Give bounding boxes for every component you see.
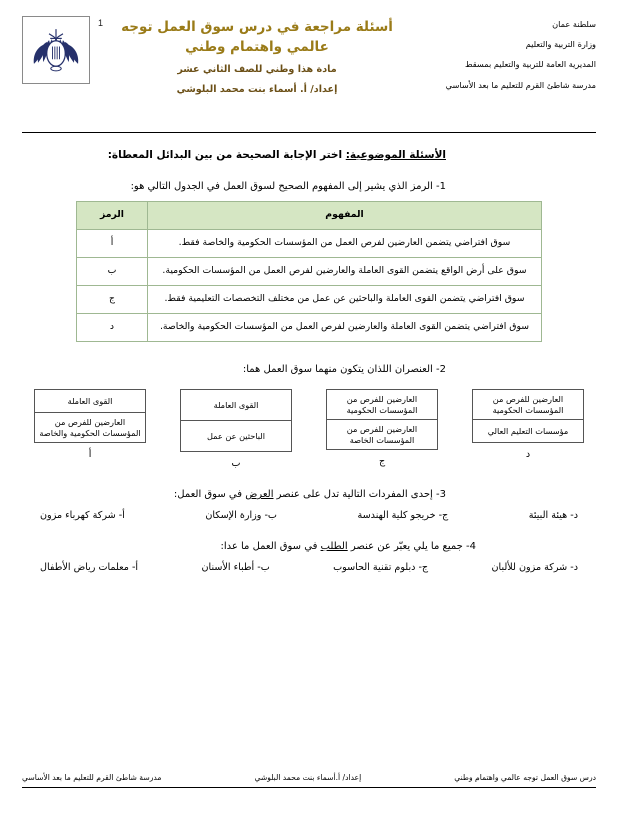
footer-left-text: مدرسة شاطئ القرم للتعليم ما بعد الأساسي bbox=[22, 773, 162, 782]
question-2-options bbox=[26, 389, 592, 469]
question-1-body: الرمز الذي يشير إلى المفهوم الصحيح لسوق العمل في الجدول التالي هو: bbox=[130, 181, 433, 192]
option-d bbox=[464, 389, 592, 469]
question-4-number: 4- bbox=[466, 541, 476, 552]
question-2-text bbox=[22, 364, 596, 375]
question-1-text bbox=[22, 181, 596, 192]
school-line-school: مدرسة شاطئ القرم للتعليم ما بعد الأساسي bbox=[445, 79, 596, 90]
answer-3-b: ب- وزارة الإسكان bbox=[205, 510, 277, 521]
question-3-text bbox=[22, 489, 596, 500]
page-number: 1 bbox=[98, 18, 104, 28]
question-3-body-before: إحدى المفردات التالية تدل على عنصر bbox=[273, 489, 433, 500]
logo-area bbox=[22, 14, 114, 84]
cell-code: ب bbox=[77, 258, 148, 286]
question-3-answers bbox=[40, 510, 578, 521]
cell-concept: سوق افتراضي يتضمن العارضين لفرص العمل من المؤسسات الحكومية والخاصة فقط. bbox=[148, 230, 542, 258]
concept-table bbox=[76, 201, 542, 342]
subject-line: مادة هذا وطني للصف الثاني عشر bbox=[177, 64, 337, 76]
option-b-cell-2: الباحثين عن عمل bbox=[181, 420, 291, 451]
option-b bbox=[172, 389, 300, 469]
table-row bbox=[77, 314, 542, 342]
option-c-box bbox=[326, 389, 438, 450]
ministry-logo-box bbox=[22, 16, 90, 84]
question-4-body-after: في سوق العمل ما عدا: bbox=[220, 541, 318, 552]
answer-4-b: ب- أطباء الأسنان bbox=[201, 562, 270, 573]
concept-table-body bbox=[77, 230, 542, 342]
footer-right-text: درس سوق العمل توجه عالمي واهتمام وطني bbox=[454, 773, 596, 782]
option-c bbox=[318, 389, 446, 469]
document-footer bbox=[22, 773, 596, 788]
section-instruction: اختر الإجابة الصحيحة من بين البدائل المعطاة: bbox=[107, 149, 343, 161]
author-line: إعداد/ أ. أسماء بنت محمد البلوشي bbox=[176, 83, 338, 95]
school-line-ministry: وزارة التربية والتعليم bbox=[525, 39, 596, 50]
answer-3-c: ج- خريجو كلية الهندسة bbox=[357, 510, 449, 521]
answer-4-d: د- شركة مزون للألبان bbox=[491, 562, 578, 573]
cell-concept: سوق على أرض الواقع يتضمن القوى العاملة والعارضين لفرص العمل من المؤسسات الحكومية. bbox=[148, 258, 542, 286]
school-line-country: سلطنة عمان bbox=[552, 19, 596, 29]
section-heading bbox=[22, 149, 596, 161]
cell-code: ج bbox=[77, 286, 148, 314]
option-d-cell-1: العارضين للفرص من المؤسسات الحكومية bbox=[492, 394, 564, 415]
cell-concept: سوق افتراضي يتضمن القوى العاملة والباحثين عن عمل من مختلف التخصصات التعليمية فقط. bbox=[148, 286, 542, 314]
page-title-line-2: عالمي واهتمام وطني bbox=[185, 38, 329, 55]
footer-center-text: إعداد/ أ.أسماء بنت محمد البلوشي bbox=[254, 773, 362, 782]
document-page bbox=[0, 14, 618, 814]
school-identity-block bbox=[400, 14, 596, 101]
oman-emblem-icon bbox=[27, 21, 85, 79]
option-a bbox=[26, 389, 154, 469]
question-4-keyword: الطلب bbox=[320, 541, 348, 552]
column-header-code: الرمز bbox=[77, 202, 148, 230]
concept-table-head bbox=[77, 202, 542, 230]
question-3-body-after: في سوق العمل: bbox=[173, 489, 243, 500]
option-d-box bbox=[472, 389, 584, 443]
question-4-body-before: جميع ما يلي يعبّر عن عنصر bbox=[347, 541, 463, 552]
option-d-cell-2: مؤسسات التعليم العالي bbox=[473, 419, 583, 442]
option-a-cell-2: العارضين للفرص من المؤسسات الحكومية والخاصة bbox=[35, 412, 145, 442]
question-3-keyword: العرض bbox=[245, 489, 274, 500]
option-c-label: ج bbox=[378, 456, 386, 467]
option-c-cell-2: العارضين للفرص من المؤسسات الخاصة bbox=[327, 419, 437, 449]
document-title-block bbox=[114, 14, 400, 95]
question-2-body: العنصران اللذان يتكون منهما سوق العمل هما: bbox=[242, 364, 433, 375]
table-row bbox=[77, 258, 542, 286]
column-header-concept: المفهوم bbox=[148, 202, 542, 230]
option-a-label: أ bbox=[88, 449, 92, 460]
answer-3-d: د- هيئة البيئة bbox=[528, 510, 578, 521]
answer-4-c: ج- دبلوم تقنية الحاسوب bbox=[333, 562, 429, 573]
section-label: الأسئلة الموضوعية: bbox=[345, 149, 446, 161]
answer-4-a: أ- معلمات رياض الأطفال bbox=[40, 562, 139, 573]
option-b-label: ب bbox=[231, 458, 241, 469]
option-a-box bbox=[34, 389, 146, 443]
option-d-label: د bbox=[525, 449, 531, 460]
page-title bbox=[114, 18, 400, 57]
option-b-box bbox=[180, 389, 292, 452]
document-header bbox=[22, 14, 596, 133]
option-c-cell-1: العارضين للفرص من المؤسسات الحكومية bbox=[346, 394, 418, 415]
table-row bbox=[77, 230, 542, 258]
question-4-text bbox=[22, 541, 596, 552]
question-1-number: 1- bbox=[436, 181, 446, 192]
school-line-directorate: المديرية العامة للتربية والتعليم بمسقط bbox=[465, 59, 596, 70]
cell-code: أ bbox=[77, 230, 148, 258]
cell-code: د bbox=[77, 314, 148, 342]
question-3-number: 3- bbox=[436, 489, 446, 500]
table-row bbox=[77, 286, 542, 314]
option-a-cell-1: القوى العاملة bbox=[67, 395, 113, 406]
question-2-number: 2- bbox=[436, 364, 446, 375]
page-title-line-1: أسئلة مراجعة في درس سوق العمل توجه bbox=[121, 19, 393, 35]
question-4-answers bbox=[40, 562, 578, 573]
option-b-cell-1: القوى العاملة bbox=[213, 399, 259, 410]
table-header-row bbox=[77, 202, 542, 230]
cell-concept: سوق افتراضي يتضمن القوى العاملة والعارضين لفرص العمل من المؤسسات الحكومية والخاصة. bbox=[148, 314, 542, 342]
document-body bbox=[22, 133, 596, 573]
answer-3-a: أ- شركة كهرباء مزون bbox=[40, 510, 125, 521]
